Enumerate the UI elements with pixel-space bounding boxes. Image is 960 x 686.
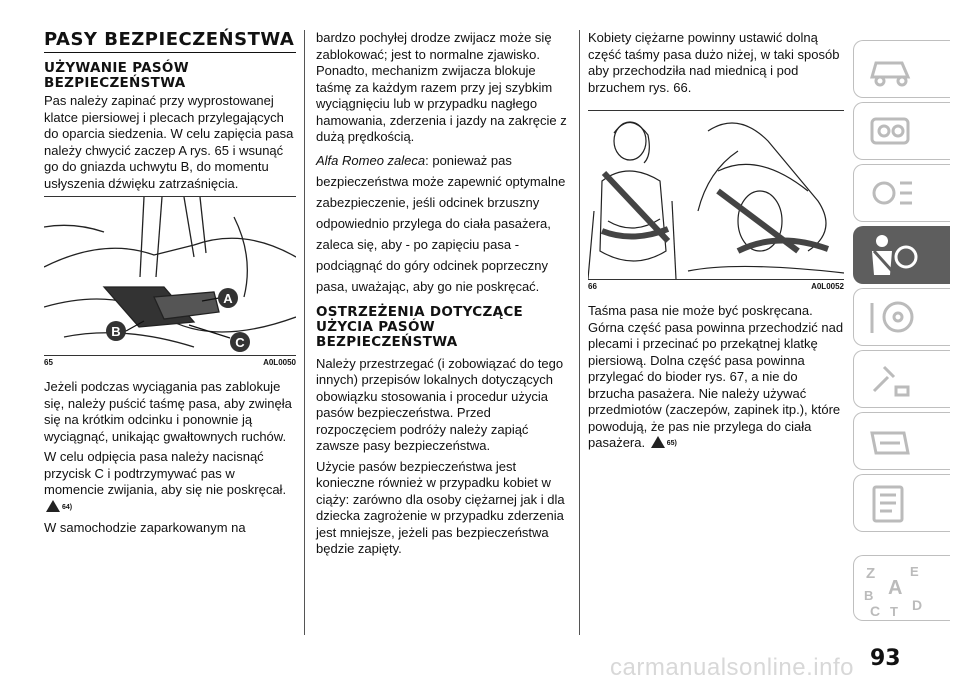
paragraph: W celu odpięcia pasa należy nacisnąć przycisk C i podtrzymywać pas w momencie zwijania, aby się nie poskręcał. $^{64)}$ bbox=[44, 449, 287, 511]
figure-caption bbox=[44, 358, 296, 367]
label-c: C bbox=[235, 335, 245, 350]
paragraph: Użycie pasów bezpieczeństwa jest konieczne również w przypadku kobiet w ciąży: zarówno dla osoby ciężarnej jak i dla dziecka zagrożenie w przypadku zderzenia jest mniejsze, jeżeli pas bezpieczeństwa będzie zapięty. bbox=[316, 458, 565, 556]
page-number: 93 bbox=[870, 646, 901, 671]
brand-recommendation: Alfa Romeo zaleca bbox=[316, 152, 426, 168]
nav-tab-lights[interactable] bbox=[853, 164, 950, 222]
svg-text:Z: Z bbox=[866, 565, 876, 582]
figure-code: A0L0050 bbox=[263, 358, 296, 367]
paragraph: Jeżeli podczas wyciągania pas zablokuje się, należy puścić taśmę pasa, aby zwinęła się na krótkim odcinku i ponownie ją wyciągnąć, unikając gwałtownych ruchów. bbox=[44, 379, 292, 444]
paragraph: Należy przestrzegać (i zobowiązać do tego innych) przepisów lokalnych dotyczących obowiązku stosowania i procedur użycia pasów bezpieczeństwa. Przed rozpoczęciem podróży należy zapiąć zawsze pasy bezpieczeństwa. bbox=[316, 355, 564, 453]
technical-data-icon bbox=[854, 475, 924, 531]
nav-tab-maintenance[interactable] bbox=[853, 412, 950, 470]
starting-driving-icon bbox=[854, 289, 924, 345]
emergency-icon bbox=[854, 351, 924, 407]
warning-ref[interactable]: 64) bbox=[62, 503, 73, 511]
nav-tab-index[interactable] bbox=[853, 555, 950, 621]
paragraph: Alfa Romeo zaleca: ponieważ pas bezpieczeństwa może zapewnić optymalne zabezpieczenie, jeśli odcinek brzuszny odpowiednio przylega do ciała pasażera, zaleca się, aby - po zapięciu pasa - podciągnąć do góry odcinek poprzeczny pasa, uważając, aby go nie poskręcać. bbox=[316, 152, 566, 294]
figure-number: 65 bbox=[44, 358, 53, 367]
pregnant-woman-seatbelt-illustration bbox=[588, 111, 844, 279]
column-1 bbox=[44, 30, 296, 541]
figure-code: A0L0052 bbox=[811, 282, 844, 291]
figure-66 bbox=[588, 110, 844, 280]
subsection-title: UŻYWANIE PASÓW BEZPIECZEŃSTWA bbox=[44, 60, 189, 91]
paragraph: W samochodzie zaparkowanym na bbox=[44, 520, 246, 535]
section-title: PASY BEZPIECZEŃSTWA bbox=[44, 29, 295, 50]
svg-text:T: T bbox=[890, 604, 898, 619]
label-a: A bbox=[223, 291, 233, 306]
nav-tab-car-info[interactable] bbox=[853, 40, 950, 98]
nav-tab-dashboard[interactable] bbox=[853, 102, 950, 160]
nav-tab-technical-data[interactable] bbox=[853, 474, 950, 532]
car-info-icon bbox=[854, 41, 924, 97]
paragraph: Kobiety ciężarne powinny ustawić dolną część taśmy pasa dużo niżej, w taki sposób aby przechodziła nad miednicą i pod brzuchem rys. 66. bbox=[588, 30, 840, 95]
column-3 bbox=[588, 30, 844, 457]
warnings-heading: OSTRZEŻENIA DOTYCZĄCE UŻYCIA PASÓW BEZPIECZEŃSTWA bbox=[316, 303, 524, 350]
safety-seatbelt-icon bbox=[854, 227, 924, 283]
paragraph: Pas należy zapinać przy wyprostowanej klatce piersiowej i plecach przylegających do oparcia siedzenia. W celu zapięcia pasa należy chwycić zaczep A rys. 65 i wsunąć go do gniazda uchwytu B, do momentu usłyszenia dźwięku zatrzaśnięcia. bbox=[44, 93, 294, 191]
label-b: B bbox=[111, 324, 121, 339]
column-2 bbox=[316, 30, 572, 562]
dashboard-icon bbox=[854, 103, 924, 159]
seatbelt-buckle-illustration bbox=[44, 197, 296, 355]
figure-number: 66 bbox=[588, 282, 597, 291]
warning-ref[interactable]: 65) bbox=[666, 440, 677, 447]
index-icon bbox=[854, 556, 934, 620]
nav-tab-safety[interactable] bbox=[853, 226, 950, 284]
svg-text:A: A bbox=[888, 577, 903, 599]
warning-icon bbox=[46, 500, 60, 512]
figure-caption bbox=[588, 282, 844, 291]
warning-icon bbox=[651, 436, 665, 448]
column-divider bbox=[304, 30, 305, 635]
nav-tab-starting-driving[interactable] bbox=[853, 288, 950, 346]
column-divider bbox=[579, 30, 580, 635]
maintenance-icon bbox=[854, 413, 924, 469]
title-rule bbox=[44, 52, 296, 53]
watermark: carmanualsonline.info bbox=[610, 654, 854, 681]
nav-tab-emergency[interactable] bbox=[853, 350, 950, 408]
svg-text:E: E bbox=[910, 564, 919, 579]
svg-text:C: C bbox=[870, 603, 881, 619]
lights-icon bbox=[854, 165, 924, 221]
svg-text:B: B bbox=[864, 588, 874, 603]
svg-text:D: D bbox=[912, 597, 923, 613]
paragraph: bardzo pochyłej drodze zwijacz może się zablokować; jest to normalne zjawisko. Ponadto, mechanizm zwijacza blokuje taśmę za każdym razem przy jej szybkim wyciągnięciu lub w przypadku nagłego hamowania, zderzenia i jazdy na zakręcie z dużą prędkością. bbox=[316, 30, 567, 144]
figure-65 bbox=[44, 196, 296, 356]
paragraph: Taśma pasa nie może być poskręcana. Górna część pasa powinna przechodzić nad plecami i przecinać po przekątnej klatkę piersiową. Dolna część pasa powinna przylegać do bioder rys. 67, a nie do brzucha pasażera. Nie należy używać przedmiotów (zaczepów, zapinek itp.), które powodują, że pas nie przylega do ciała pasażera. $^{65)}$ bbox=[588, 303, 844, 450]
